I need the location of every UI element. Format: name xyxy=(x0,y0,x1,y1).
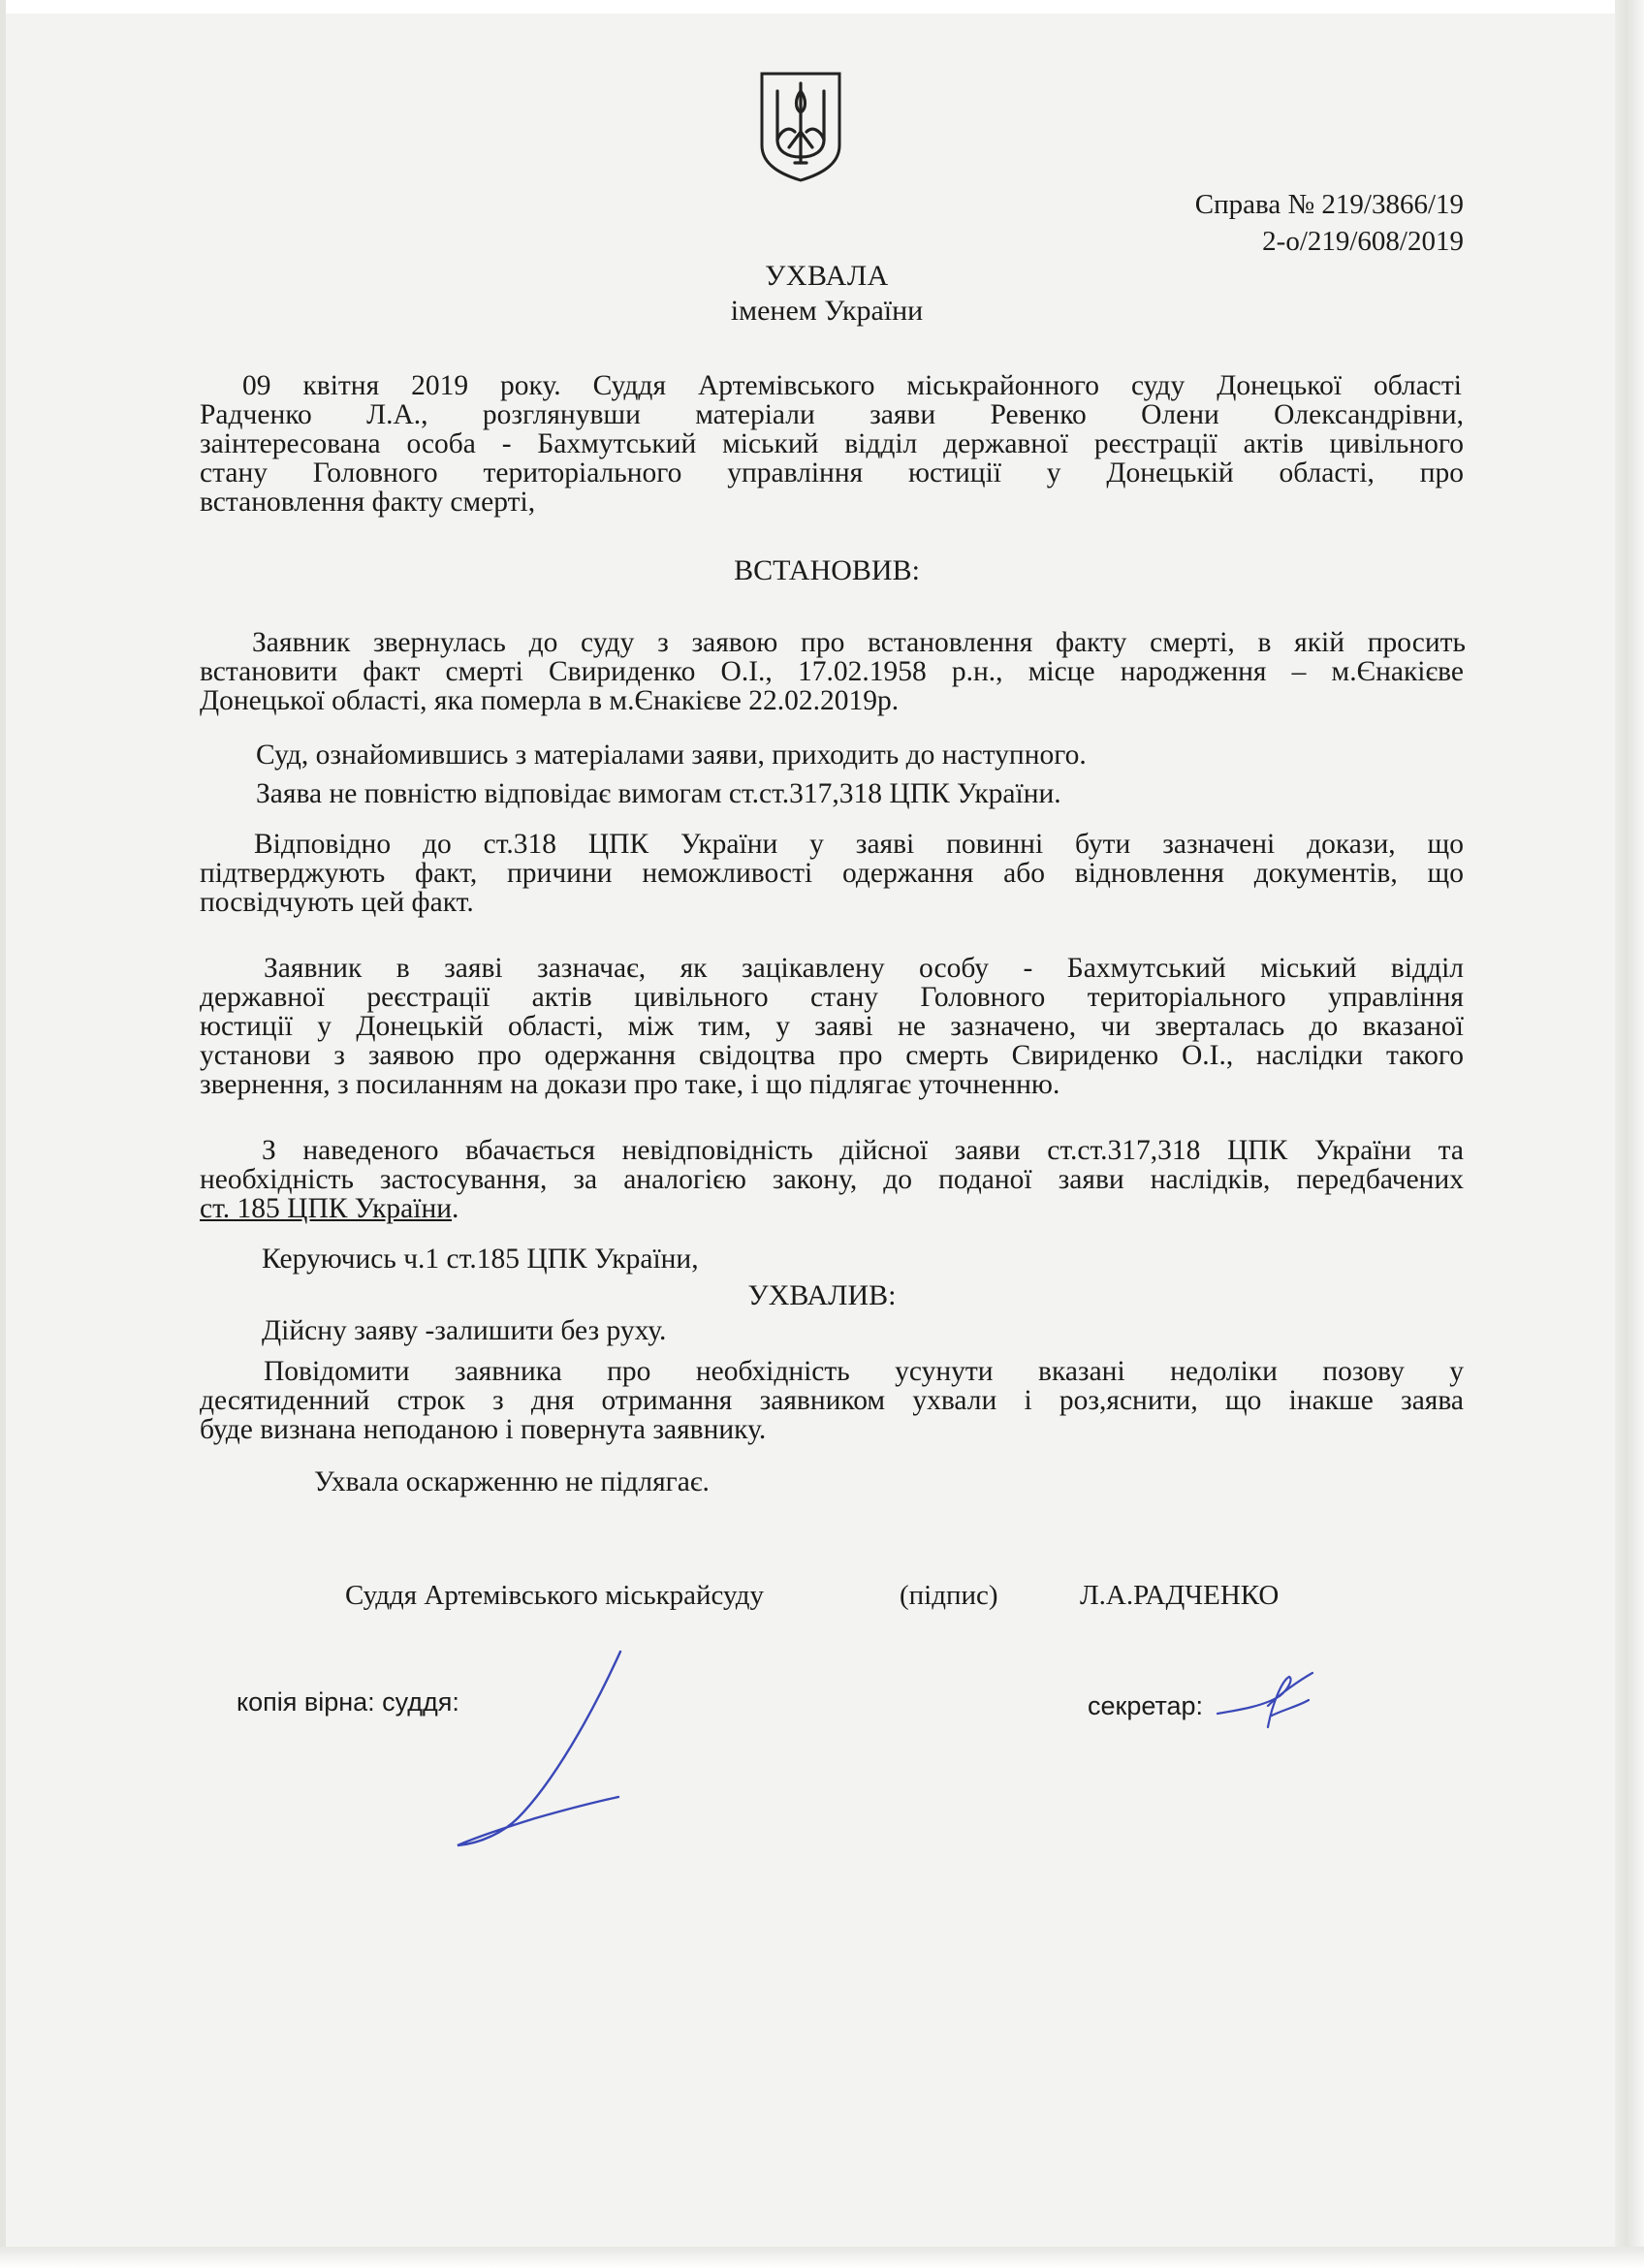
established-paragraph-1-cont xyxy=(200,657,1464,715)
intro-line: встановлення факту смерті, xyxy=(200,487,536,518)
text-line: Суд, ознайомившись з матеріалами заяви, приходить до наступного. xyxy=(256,740,1087,771)
text-line: Повідомити заявника про необхідність усунути вказані недоліки позову у xyxy=(264,1356,1464,1387)
secretary-signature-icon xyxy=(1212,1667,1318,1735)
judge-signature-icon xyxy=(446,1648,640,1851)
proceeding-number: 2-о/219/608/2019 xyxy=(1262,226,1464,257)
text-line: установи з заявою про одержання свідоцтва про смерть Свириденко О.І., наслідки такого xyxy=(200,1040,1464,1071)
text-line: Заява не повністю відповідає вимогам ст.ст.317,318 ЦПК України. xyxy=(256,778,1061,809)
text-line: Донецької області, яка померла в м.Єнакієве 22.02.2019р. xyxy=(200,685,900,716)
text-line: юстиції у Донецькій області, між тим, у заяві не зазначено, чи зверталась до вказаної xyxy=(200,1011,1464,1042)
copy-certified-label: копія вірна: суддя: xyxy=(237,1687,459,1717)
text-line: буде визнана неподаною і повернута заявнику. xyxy=(200,1414,767,1445)
resolved-item-2 xyxy=(264,1357,1464,1386)
text-line: Ухвала оскарженню не підлягає. xyxy=(314,1466,710,1497)
text-line: звернення, з посиланням на докази про таке, і що підлягає уточненню. xyxy=(200,1069,1060,1100)
resolved-item-3 xyxy=(314,1467,1458,1496)
established-paragraph-4 xyxy=(254,830,1464,859)
text-line xyxy=(200,1194,1464,1223)
established-paragraph-5 xyxy=(264,954,1464,983)
ukraine-trident-emblem-icon xyxy=(756,70,845,182)
established-paragraph-4-cont xyxy=(200,859,1464,917)
judge-name: Л.А.РАДЧЕНКО xyxy=(1080,1580,1280,1611)
resolved-item-1 xyxy=(262,1316,1464,1345)
resolved-item-2-cont xyxy=(200,1386,1464,1444)
text-line: посвідчують цей факт. xyxy=(200,887,474,918)
case-number-block xyxy=(882,186,1464,260)
text-line: державної реєстрації актів цивільного стану Головного територіального управління xyxy=(200,982,1464,1013)
established-paragraph-7 xyxy=(262,1244,1464,1274)
resolved-heading: УХВАЛИВ: xyxy=(747,1279,897,1311)
established-paragraph-2 xyxy=(256,740,1468,770)
text-line: Керуючись ч.1 ст.185 ЦПК України, xyxy=(262,1244,699,1275)
intro-line: Радченко Л.А., розглянувши матеріали заяви Ревенко Олени Олександрівни, xyxy=(200,399,1464,430)
text-line: Відповідно до ст.318 ЦПК України у заяві повинні бути зазначені докази, що xyxy=(254,829,1464,860)
text-line: З наведеного вбачається невідповідність дійсної заяви ст.ст.317,318 ЦПК України та xyxy=(262,1135,1464,1166)
intro-line: 09 квітня 2019 року. Суддя Артемівського міськрайонного суду Донецької області xyxy=(242,370,1462,401)
text-line: необхідність застосування, за аналогією закону, до поданої заяви наслідків, передбачених xyxy=(200,1164,1464,1195)
established-paragraph-6-cont xyxy=(200,1165,1464,1223)
case-number: Справа № 219/3866/19 xyxy=(1194,189,1464,220)
established-heading: ВСТАНОВИВ: xyxy=(734,554,920,586)
text-line: Заявник в заяві зазначає, як зацікавлену особу - Бахмутський міський відділ xyxy=(264,953,1464,984)
established-paragraph-1 xyxy=(252,628,1466,657)
secretary-label: секретар: xyxy=(1088,1691,1204,1720)
established-paragraph-6 xyxy=(262,1136,1464,1165)
established-paragraph-5-cont xyxy=(200,983,1464,1099)
established-paragraph-3 xyxy=(256,779,1468,808)
scan-edge-bottom xyxy=(0,2247,1644,2268)
judge-title: Суддя Артемівського міськрайсуду xyxy=(345,1580,764,1611)
scan-edge-left xyxy=(0,0,6,2268)
sentence-end: . xyxy=(452,1193,459,1224)
intro-paragraph xyxy=(242,371,1462,400)
signed-mark: (підпис) xyxy=(900,1580,998,1611)
document-title: УХВАЛА xyxy=(765,260,889,292)
intro-line: стану Головного територіального управління юстиції у Донецькій області, про xyxy=(200,457,1464,488)
law-reference-link[interactable]: ст. 185 ЦПК України xyxy=(200,1193,453,1224)
text-line: підтверджують факт, причини неможливості одержання або відновлення документів, що xyxy=(200,858,1464,889)
scan-edge-right xyxy=(1615,0,1644,2268)
scan-edge-top xyxy=(0,0,1644,14)
text-line: встановити факт смерті Свириденко О.І., 17.02.1958 р.н., місце народження – м.Єнакієве xyxy=(200,656,1464,687)
intro-line: заінтересована особа - Бахмутський міський відділ державної реєстрації актів цивільного xyxy=(200,428,1464,459)
intro-paragraph-cont xyxy=(200,400,1464,517)
text-line: Заявник звернулась до суду з заявою про встановлення факту смерті, в якій просить xyxy=(252,627,1466,658)
document-subtitle: іменем України xyxy=(730,295,924,327)
text-line: Дійсну заяву -залишити без руху. xyxy=(262,1315,667,1346)
text-line: десятиденний строк з дня отримання заявником ухвали і роз,яснити, що інакше заява xyxy=(200,1385,1464,1416)
